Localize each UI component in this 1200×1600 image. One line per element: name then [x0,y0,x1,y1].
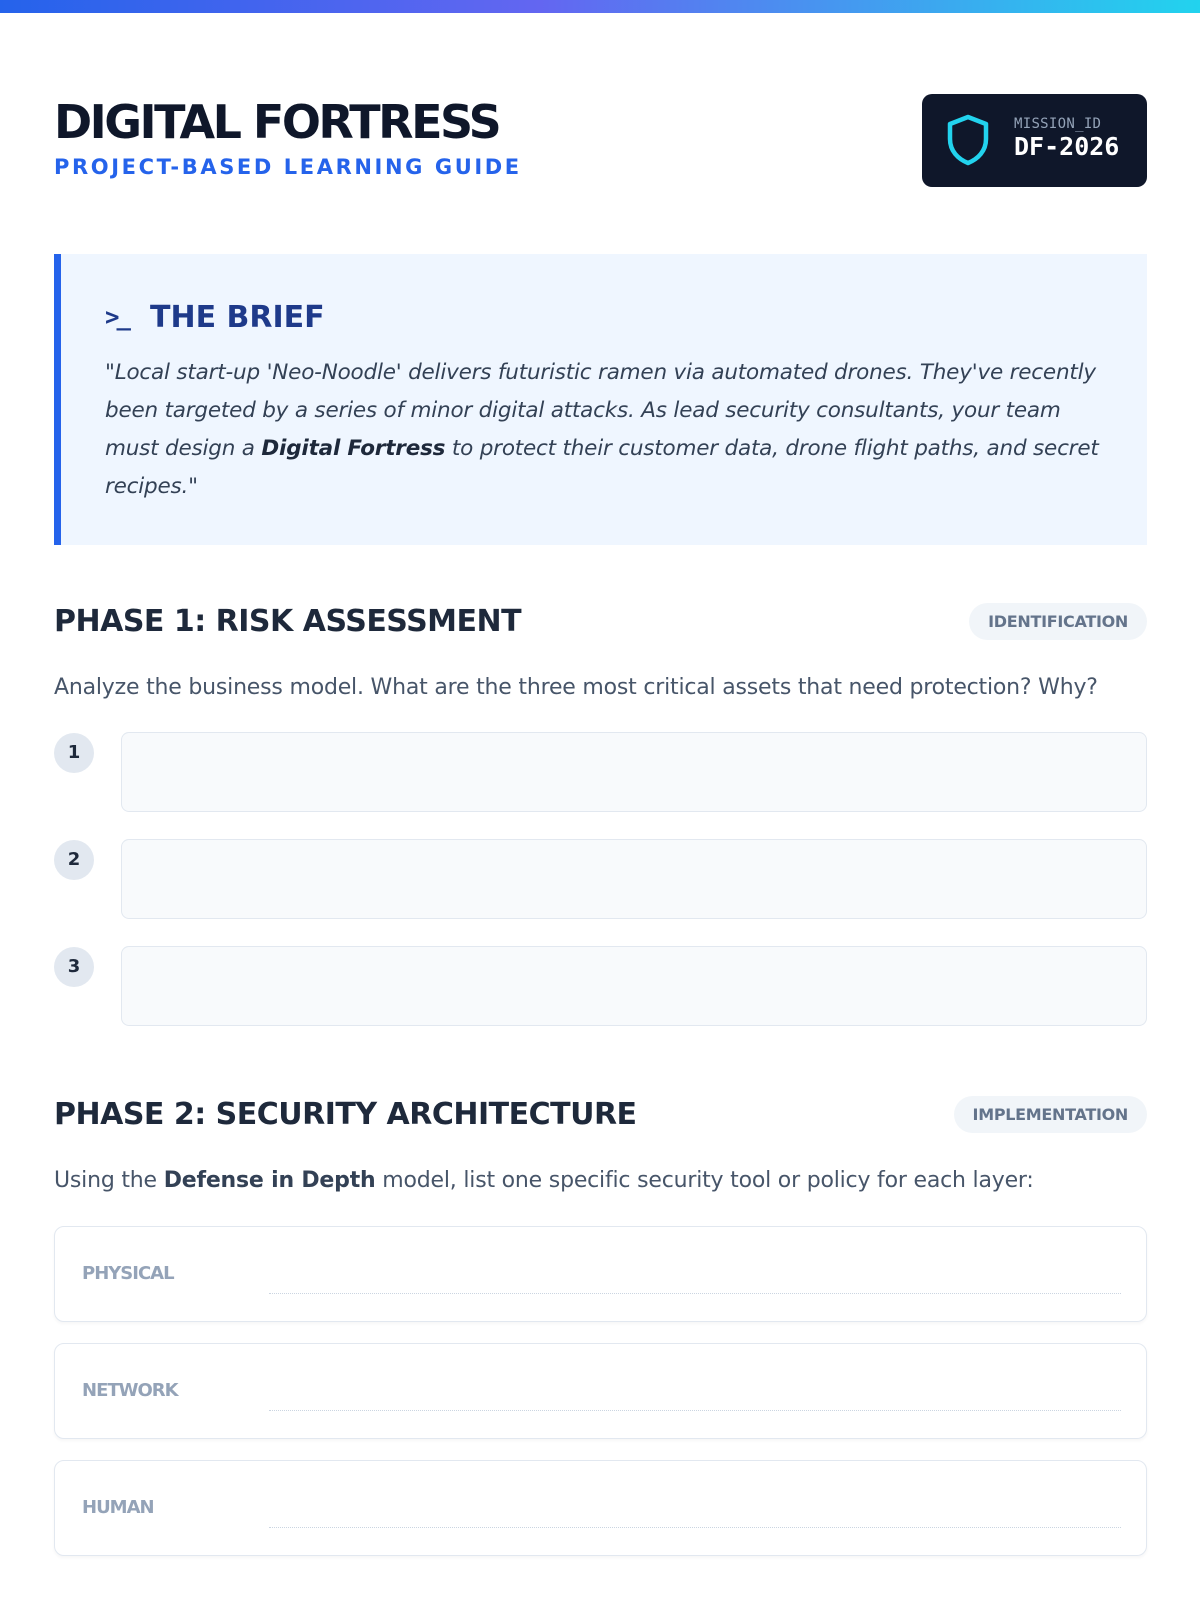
layer-label: HUMAN [82,1497,154,1518]
answer-input-2[interactable] [121,839,1147,919]
answer-input-3[interactable] [121,946,1147,1026]
phase-2-badge: IMPLEMENTATION [954,1096,1147,1133]
layer-label: NETWORK [82,1380,178,1401]
phase-2-desc-start: Using the [54,1168,164,1193]
terminal-prompt-icon: >_ [105,303,128,331]
brief-text-emphasis: Digital Fortress [261,436,446,461]
shield-icon [946,114,990,166]
phase-2-title: PHASE 2: SECURITY ARCHITECTURE [54,1097,637,1132]
brief-panel [54,254,1147,545]
phase-2-header [54,1095,1147,1135]
brief-text-end: to protect their customer data, drone flight paths, and secret recipes." [105,436,1099,499]
phase-2-description [54,1166,1147,1196]
phase-1-badge: IDENTIFICATION [969,603,1147,640]
layer-answer-line-network[interactable] [269,1410,1121,1411]
mission-id-card [922,94,1147,187]
layer-answer-line-physical[interactable] [269,1293,1121,1294]
page-title: DIGITAL FORTRESS [54,95,500,149]
answer-number: 3 [54,947,94,987]
answer-number: 1 [54,733,94,773]
phase-1-description: Analyze the business model. What are the three most critical assets that need protection? Why? [54,675,1098,700]
layer-row-network [54,1343,1147,1439]
brief-text-start: "Local start-up 'Neo-Noodle' delivers futuristic ramen via automated drones. They've recently been targeted by a series of minor digital attacks. As lead security consultants, your team must design a [105,360,1096,461]
mission-id-value: DF-2026 [1014,132,1120,161]
layer-row-human [54,1460,1147,1556]
phase-2-desc-end: model, list one specific security tool or policy for each layer: [375,1168,1034,1193]
brief-title: THE BRIEF [150,300,325,335]
phase-1-header [54,602,1147,642]
header [54,94,1147,188]
answer-row-2 [54,839,1147,919]
phase-2-desc-emphasis: Defense in Depth [163,1168,376,1193]
top-gradient-bar [0,0,1200,13]
layer-label: PHYSICAL [82,1263,174,1284]
layer-row-physical [54,1226,1147,1322]
mission-id-label: MISSION_ID [1014,116,1102,132]
answer-row-3 [54,946,1147,1026]
answer-number: 2 [54,840,94,880]
phase-1-title: PHASE 1: RISK ASSESSMENT [54,604,522,639]
page-subtitle: PROJECT-BASED LEARNING GUIDE [54,155,522,179]
answer-row-1 [54,732,1147,812]
layer-answer-line-human[interactable] [269,1527,1121,1528]
answer-input-1[interactable] [121,732,1147,812]
brief-text [105,354,1115,506]
